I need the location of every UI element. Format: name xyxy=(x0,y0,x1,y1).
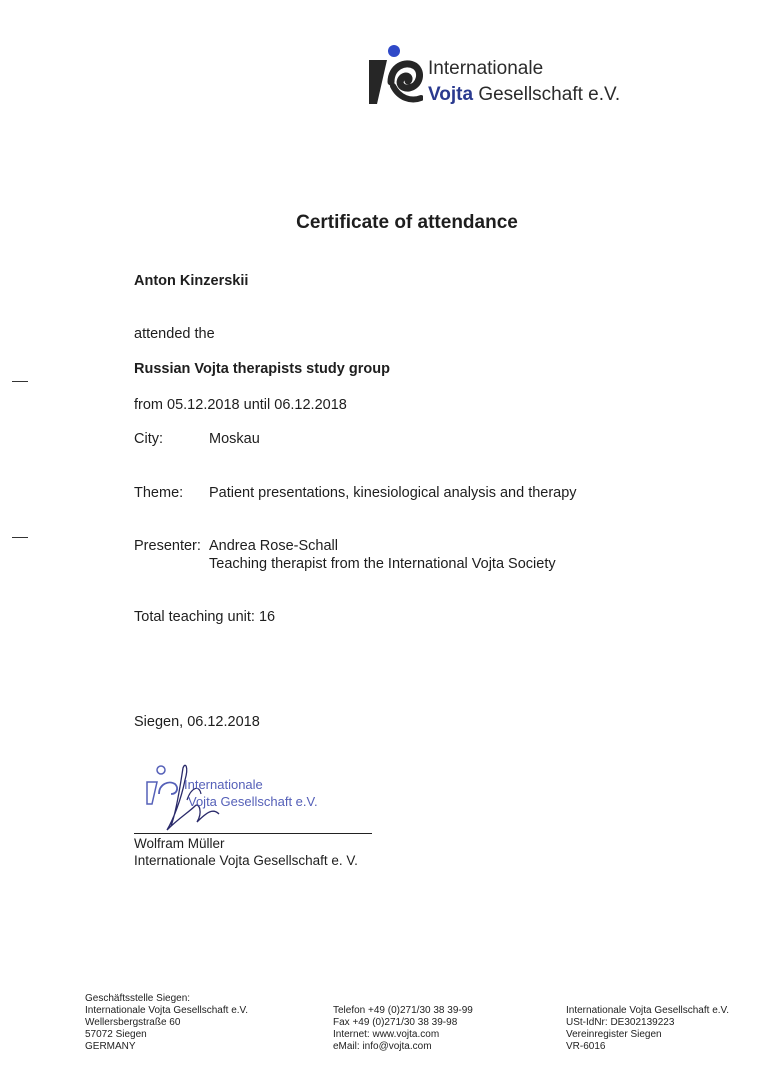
course-dates: from 05.12.2018 until 06.12.2018 xyxy=(134,397,347,413)
footer-office-line: GERMANY xyxy=(85,1041,136,1052)
footer-email: eMail: info@vojta.com xyxy=(333,1041,432,1052)
theme-value: Patient presentations, kinesiological analysis and therapy xyxy=(209,485,577,501)
presenter-label: Presenter: xyxy=(134,538,201,554)
attended-text: attended the xyxy=(134,326,215,342)
stamp-line1: Internationale xyxy=(184,777,263,792)
footer-registry-block xyxy=(566,1005,729,1053)
city-label: City: xyxy=(134,431,163,447)
footer-office-block xyxy=(85,993,248,1053)
footer-registry-line: Internationale Vojta Gesellschaft e.V. xyxy=(566,1005,730,1016)
footer-website: Internet: www.vojta.com xyxy=(333,1029,440,1040)
signature-line xyxy=(134,833,372,834)
footer-office-line: Geschäftsstelle Siegen: xyxy=(85,993,191,1004)
footer-office-line: 57072 Siegen xyxy=(85,1029,147,1040)
city-value: Moskau xyxy=(209,431,260,447)
presenter-role: Teaching therapist from the International Vojta Society xyxy=(209,556,556,572)
fold-mark xyxy=(12,537,28,538)
course-name: Russian Vojta therapists study group xyxy=(134,361,390,377)
footer-registry-line: Vereinregister Siegen xyxy=(566,1029,662,1040)
letterhead-org-line1: Internationale xyxy=(428,58,544,79)
footer-office-line: Internationale Vojta Gesellschaft e.V. xyxy=(85,1005,249,1016)
footer-contact-block xyxy=(333,1005,473,1053)
presenter-name: Andrea Rose-Schall xyxy=(209,538,338,554)
certificate-title: Certificate of attendance xyxy=(296,212,518,233)
letterhead-accent: Vojta xyxy=(428,84,474,105)
letterhead-rest: Gesellschaft e.V. xyxy=(473,84,621,105)
theme-label: Theme: xyxy=(134,485,184,501)
vojta-logo-icon xyxy=(365,42,423,106)
footer-office-line: Wellersbergstraße 60 xyxy=(85,1017,181,1028)
footer-phone: Telefon +49 (0)271/30 38 39-99 xyxy=(333,1005,473,1016)
footer-registry-line: USt-IdNr: DE302139223 xyxy=(566,1017,675,1028)
place-date: Siegen, 06.12.2018 xyxy=(134,714,260,730)
attendee-name: Anton Kinzerskii xyxy=(134,273,249,289)
fold-mark xyxy=(12,381,28,382)
footer-fax: Fax +49 (0)271/30 38 39-98 xyxy=(333,1017,458,1028)
total-teaching-units: Total teaching unit: 16 xyxy=(134,609,276,625)
signer-organization: Internationale Vojta Gesellschaft e. V. xyxy=(134,853,358,868)
footer-registry-line: VR-6016 xyxy=(566,1041,606,1052)
letterhead-org-line2 xyxy=(428,84,620,106)
signer-name: Wolfram Müller xyxy=(134,836,225,851)
stamp-line2: Vojta Gesellschaft e.V. xyxy=(188,794,318,809)
